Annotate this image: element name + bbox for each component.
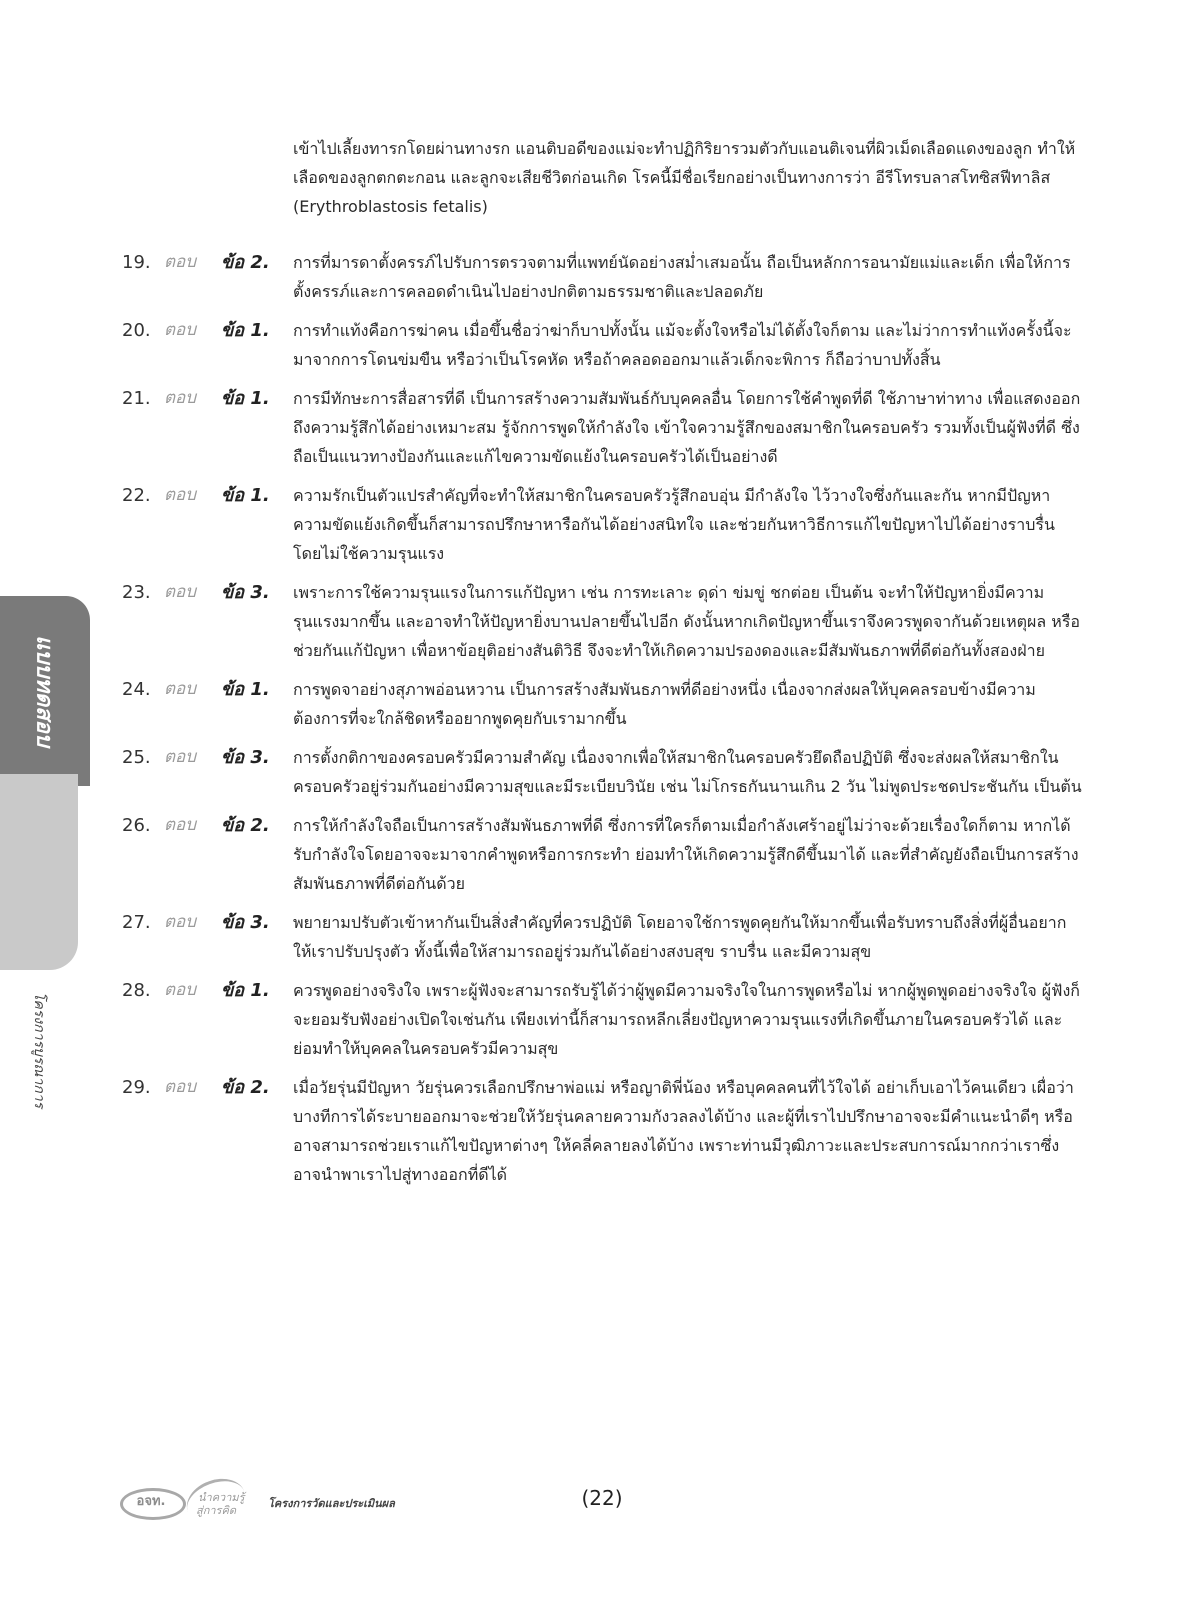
answer-choice: ข้อ 1. bbox=[221, 980, 270, 1001]
answer-item bbox=[0, 248, 1200, 306]
page-footer bbox=[0, 1470, 1200, 1530]
answer-explanation: การทำแท้งคือการฆ่าคน เมื่อขึ้นชื่อว่าฆ่าก็บาปทั้งนั้น แม้จะตั้งใจหรือไม่ได้ตั้งใจก็ตาม และไม่ว่าการทำแท้งครั้งนี้จะมาจากการโดนข่มขืน หรือว่าเป็นโรคหัด หรือถ้าคลอดออกมาแล้วเด็กจะพิการ ก็ถือว่าบาปทั้งสิ้น bbox=[293, 321, 1072, 369]
answer-choice: ข้อ 1. bbox=[221, 679, 270, 700]
answer-item bbox=[0, 481, 1200, 568]
answer-number: 24. bbox=[122, 679, 151, 700]
answer-choice: ข้อ 3. bbox=[221, 747, 270, 768]
answer-choice: ข้อ 1. bbox=[221, 485, 270, 506]
side-tab-secondary-label: โครงการบูรณาการ bbox=[31, 991, 47, 1109]
answer-explanation: เมื่อวัยรุ่นมีปัญหา วัยรุ่นควรเลือกปรึกษาพ่อแม่ หรือญาติพี่น้อง หรือบุคคลคนที่ไว้ใจได้ อย่าเก็บเอาไว้คนเดียว เผื่อว่าบางทีการได้ระบายออกมาจะช่วยให้วัยรุ่นคลายความกังวลลงได้บ้าง และผู้ที่เราไปปรึกษาอาจจะมีคำแนะนำดีๆ หรืออาจสามารถช่วยเราแก้ไขปัญหาต่างๆ ให้คลี่คลายลงได้บ้าง เพราะท่านมีวุฒิภาวะและประสบการณ์มากกว่าเราซึ่งอาจนำพาเราไปสู่ทางออกที่ดีได้ bbox=[293, 1078, 1074, 1184]
answer-choice: ข้อ 1. bbox=[221, 388, 270, 409]
slogan-line-2: สู่การคิด bbox=[196, 1504, 236, 1517]
answer-item bbox=[0, 675, 1200, 733]
answer-label: ตอบ bbox=[164, 320, 197, 340]
publisher-logo-text: อจท. bbox=[136, 1494, 166, 1509]
answer-number: 25. bbox=[122, 747, 151, 768]
answer-explanation: การที่มารดาตั้งครรภ์ไปรับการตรวจตามที่แพทย์นัดอย่างสม่ำเสมอนั้น ถือเป็นหลักการอนามัยแม่และเด็ก เพื่อให้การตั้งครรภ์และการคลอดดำเนินไปอย่างปกติตามธรรมชาติและปลอดภัย bbox=[293, 253, 1071, 301]
answer-number: 23. bbox=[122, 582, 151, 603]
side-tab bbox=[0, 596, 90, 1109]
answer-item bbox=[0, 578, 1200, 665]
project-name: โครงการวัดและประเมินผล bbox=[268, 1497, 395, 1510]
answer-choice: ข้อ 2. bbox=[221, 815, 270, 836]
answer-number: 27. bbox=[122, 912, 151, 933]
answer-label: ตอบ bbox=[164, 747, 197, 767]
answer-explanation: ควรพูดอย่างจริงใจ เพราะผู้ฟังจะสามารถรับรู้ได้ว่าผู้พูดมีความจริงใจในการพูดหรือไม่ หากผู้พูดพูดอย่างจริงใจ ผู้ฟังก็จะยอมรับฟังอย่างเปิดใจเช่นกัน เพียงเท่านี้ก็สามารถหลีกเลี่ยงปัญหาความรุนแรงที่เกิดขึ้นภายในครอบครัวได้ และย่อมทำให้บุคคลในครอบครัวมีความสุข bbox=[293, 981, 1080, 1058]
answer-label: ตอบ bbox=[164, 679, 197, 699]
answer-list bbox=[0, 248, 1200, 1199]
answer-explanation: การให้กำลังใจถือเป็นการสร้างสัมพันธภาพที่ดี ซึ่งการที่ใครก็ตามเมื่อกำลังเศร้าอยู่ไม่ว่าจะด้วยเรื่องใดก็ตาม หากได้รับกำลังใจโดยอาจจะมาจากคำพูดหรือการกระทำ ย่อมทำให้เกิดความรู้สึกดีขึ้นมาได้ และที่สำคัญยังถือเป็นการสร้างสัมพันธภาพที่ดีต่อกันด้วย bbox=[293, 816, 1079, 893]
answer-item bbox=[0, 1073, 1200, 1189]
answer-number: 19. bbox=[122, 252, 151, 273]
answer-choice: ข้อ 2. bbox=[221, 1077, 270, 1098]
answer-number: 22. bbox=[122, 485, 151, 506]
answer-number: 29. bbox=[122, 1077, 151, 1098]
answer-explanation: เพราะการใช้ความรุนแรงในการแก้ปัญหา เช่น การทะเลาะ ดุด่า ข่มขู่ ชกต่อย เป็นต้น จะทำให้ปัญหายิ่งมีความรุนแรงมากขึ้น และอาจทำให้ปัญหายิ่งบานปลายขึ้นไปอีก ดังนั้นหากเกิดปัญหาขึ้นเราจึงควรพูดจากันด้วยเหตุผล หรือช่วยกันแก้ปัญหา เพื่อหาข้อยุติอย่างสันติวิธี จึงจะทำให้เกิดความปรองดองและมีสัมพันธภาพที่ดีต่อกันทั้งสองฝ่าย bbox=[293, 583, 1081, 660]
answer-number: 20. bbox=[122, 320, 151, 341]
answer-label: ตอบ bbox=[164, 815, 197, 835]
answer-label: ตอบ bbox=[164, 252, 197, 272]
answer-number: 21. bbox=[122, 388, 151, 409]
answer-item bbox=[0, 316, 1200, 374]
answer-label: ตอบ bbox=[164, 485, 197, 505]
answer-explanation: ความรักเป็นตัวแปรสำคัญที่จะทำให้สมาชิกในครอบครัวรู้สึกอบอุ่น มีกำลังใจ ไว้วางใจซึ่งกันและกัน หากมีปัญหาความขัดแย้งเกิดขึ้นก็สามารถปรึกษาหารือกันได้อย่างสนิทใจ และช่วยกันหาวิธีการแก้ไขปัญหาไปได้อย่างราบรื่นโดยไม่ใช้ความรุนแรง bbox=[293, 486, 1055, 563]
answer-label: ตอบ bbox=[164, 1077, 197, 1097]
answer-choice: ข้อ 3. bbox=[221, 582, 270, 603]
answer-label: ตอบ bbox=[164, 912, 197, 932]
answer-item bbox=[0, 908, 1200, 966]
side-tab-primary-label: แบบทดสอบ bbox=[31, 635, 57, 747]
intro-paragraph: เข้าไปเลี้ยงทารกโดยผ่านทางรก แอนติบอดีของแม่จะทำปฏิกิริยารวมตัวกับแอนติเจนที่ผิวเม็ดเลือดแดงของลูก ทำให้เลือดของลูกตกตะกอน และลูกจะเสียชีวิตก่อนเกิด โรคนี้มีชื่อเรียกอย่างเป็นทางการว่า อีรีโทรบลาสโทซิสฟีทาลิส (Erythroblastosis fetalis) bbox=[293, 139, 1076, 216]
answer-label: ตอบ bbox=[164, 980, 197, 1000]
side-tab-secondary bbox=[0, 774, 78, 1109]
slogan-line-1: นำความรู้ bbox=[198, 1491, 245, 1504]
answer-item bbox=[0, 384, 1200, 471]
answer-explanation: พยายามปรับตัวเข้าหากันเป็นสิ่งสำคัญที่ควรปฏิบัติ โดยอาจใช้การพูดคุยกันให้มากขึ้นเพื่อรับทราบถึงสิ่งที่ผู้อื่นอยากให้เราปรับปรุงตัว ทั้งนี้เพื่อให้สามารถอยู่ร่วมกันได้อย่างสงบสุข ราบรื่น และมีความสุข bbox=[293, 913, 1067, 961]
answer-explanation: การพูดจาอย่างสุภาพอ่อนหวาน เป็นการสร้างสัมพันธภาพที่ดีอย่างหนึ่ง เนื่องจากส่งผลให้บุคคลรอบข้างมีความต้องการที่จะใกล้ชิดหรืออยากพูดคุยกับเรามากขึ้น bbox=[293, 680, 1036, 728]
answer-explanation: การตั้งกติกาของครอบครัวมีความสำคัญ เนื่องจากเพื่อให้สมาชิกในครอบครัวยึดถือปฏิบัติ ซึ่งจะส่งผลให้สมาชิกในครอบครัวอยู่ร่วมกันอย่างมีความสุขและมีระเบียบวินัย เช่น ไม่โกรธกันนานเกิน 2 วัน ไม่พูดประชดประชันกัน เป็นต้น bbox=[293, 748, 1082, 796]
answer-explanation: การมีทักษะการสื่อสารที่ดี เป็นการสร้างความสัมพันธ์กับบุคคลอื่น โดยการใช้คำพูดที่ดี ใช้ภาษาท่าทาง เพื่อแสดงออกถึงความรู้สึกได้อย่างเหมาะสม รู้จักการพูดให้กำลังใจ เข้าใจความรู้สึกของสมาชิกในครอบครัว รวมทั้งเป็นผู้ฟังที่ดี ซึ่งถือเป็นแนวทางป้องกันและแก้ไขความขัดแย้งในครอบครัวได้เป็นอย่างดี bbox=[293, 389, 1081, 466]
answer-number: 28. bbox=[122, 980, 151, 1001]
answer-number: 26. bbox=[122, 815, 151, 836]
answer-item bbox=[0, 976, 1200, 1063]
answer-choice: ข้อ 1. bbox=[221, 320, 270, 341]
page-number: (22) bbox=[581, 1486, 623, 1510]
answer-item bbox=[0, 811, 1200, 898]
side-tab-primary bbox=[0, 596, 90, 786]
answer-label: ตอบ bbox=[164, 388, 197, 408]
answer-label: ตอบ bbox=[164, 582, 197, 602]
answer-item bbox=[0, 743, 1200, 801]
answer-choice: ข้อ 2. bbox=[221, 252, 270, 273]
answer-choice: ข้อ 3. bbox=[221, 912, 270, 933]
